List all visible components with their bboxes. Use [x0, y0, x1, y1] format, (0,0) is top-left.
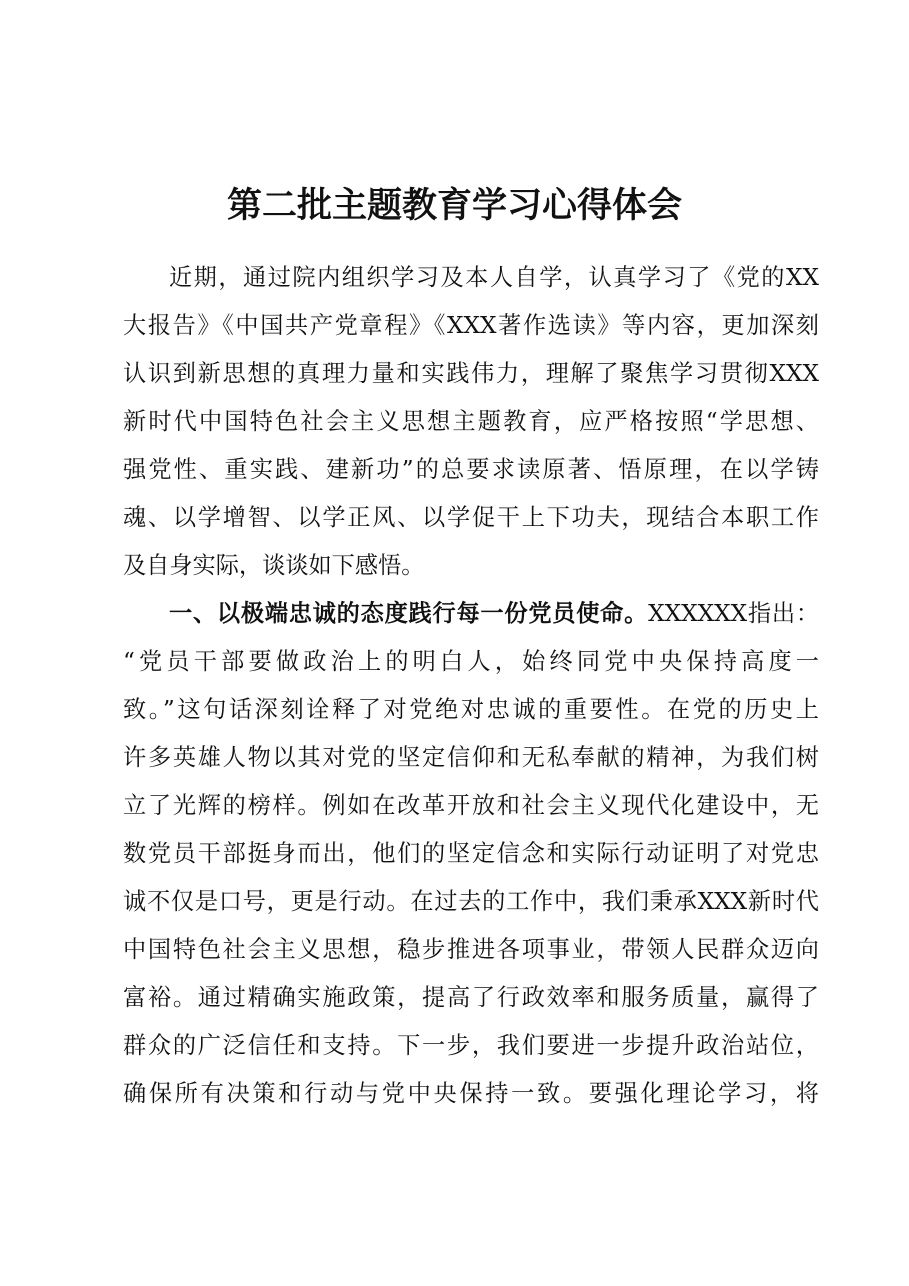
paragraph-intro [123, 254, 819, 590]
text-line: “党员干部要做政治上的明白人，始终同党中央保持高度一 [123, 648, 819, 675]
text-line: 强党性、重实践、建新功”的总要求读原著、悟原理，在以学铸 [123, 456, 819, 483]
text-line: 认识到新思想的真理力量和实践伟力，理解了聚焦学习贯彻XXX [123, 360, 819, 387]
text-line: 诚不仅是口号，更是行动。在过去的工作中，我们秉承XXX新时代 [123, 888, 819, 915]
text-line: 数党员干部挺身而出，他们的坚定信念和实际行动证明了对党忠 [123, 840, 819, 867]
text-line: 及自身实际，谈谈如下感悟。 [123, 552, 425, 579]
text-line: 中国特色社会主义思想，稳步推进各项事业，带领人民群众迈向 [123, 936, 819, 963]
text-line-heading [123, 590, 819, 638]
paragraph-section-one [123, 590, 819, 1118]
text-line: 魂、以学增智、以学正风、以学促干上下功夫，现结合本职工作 [123, 504, 819, 531]
heading-line-rest: XXXXXX指出： [648, 600, 820, 627]
document-body [123, 254, 819, 1118]
text-line: 群众的广泛信任和支持。下一步，我们要进一步提升政治站位， [123, 1032, 819, 1059]
text-line: 致。”这句话深刻诠释了对党绝对忠诚的重要性。在党的历史上 [123, 696, 819, 723]
text-line: 确保所有决策和行动与党中央保持一致。要强化理论学习，将 [123, 1080, 819, 1107]
text-line: 近期，通过院内组织学习及本人自学，认真学习了《党的XX [169, 264, 819, 291]
text-line: 新时代中国特色社会主义思想主题教育，应严格按照“学思想、 [123, 408, 819, 435]
text-line: 立了光辉的榜样。例如在改革开放和社会主义现代化建设中，无 [123, 792, 819, 819]
page-title: 第二批主题教育学习心得体会 [226, 185, 682, 226]
section-heading: 一、以极端忠诚的态度践行每一份党员使命。 [169, 600, 649, 627]
text-line: 富裕。通过精确实施政策，提高了行政效率和服务质量，赢得了 [123, 984, 819, 1011]
text-line: 许多英雄人物以其对党的坚定信仰和无私奉献的精神，为我们树 [123, 744, 819, 771]
text-line: 大报告》《中国共产党章程》《XXX著作选读》等内容，更加深刻 [123, 312, 819, 339]
